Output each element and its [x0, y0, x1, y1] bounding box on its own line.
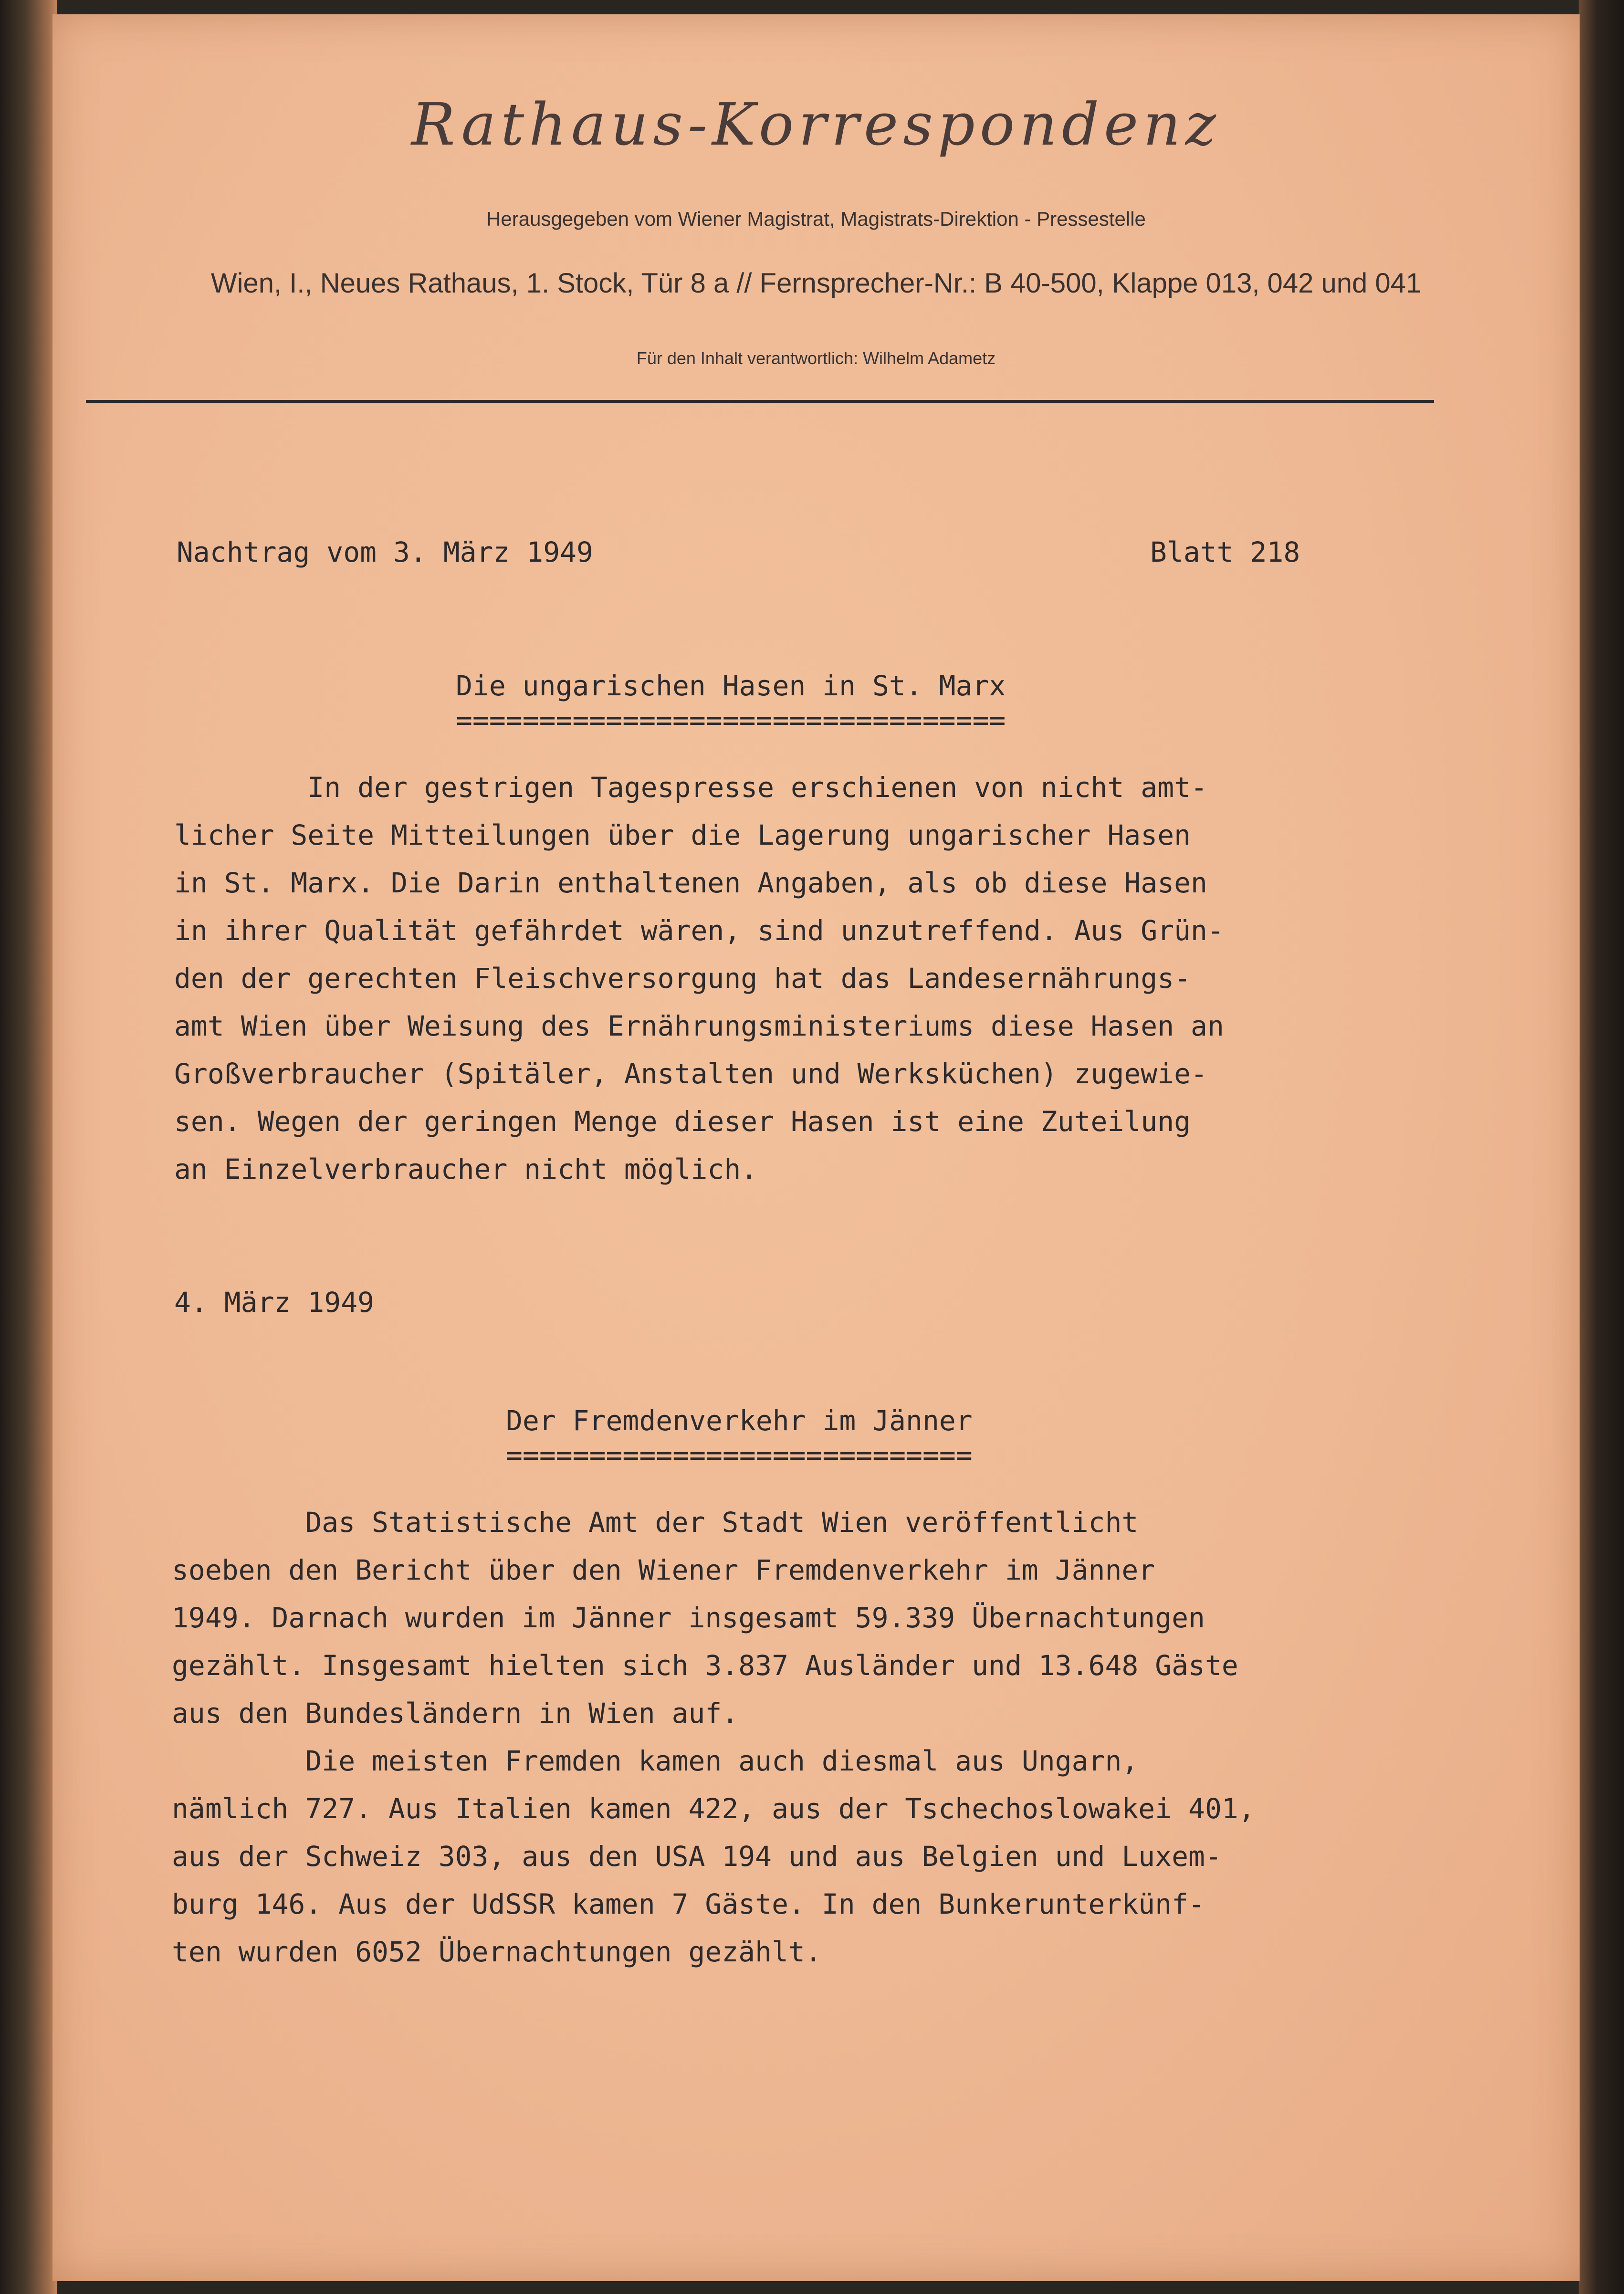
masthead-divider — [86, 400, 1434, 403]
article-1-body: In der gestrigen Tagespresse erschienen von nicht amt- licher Seite Mitteilungen über die Lagerung ungarischer Hasen in St. Marx. Die Darin enthaltenen Angaben, als ob diese Hasen in ihrer Qualität gefährdet wären, sind unzutreffend. Aus Grün- den der gerechten Fleischversorgung hat das Landesernährungs- amt Wien über Weisung des Ernährungsministeriums diese Hasen an Großverbraucher (Spitäler, Anstalten und Werksküchen) zugewie- sen. Wegen der geringen Menge dieser Hasen ist eine Zuteilung an Einzelverbraucher nicht möglich. — [174, 771, 1224, 1185]
article-2-paragraph-1: Das Statistische Amt der Stadt Wien veröffentlicht soeben den Bericht über den Wiener Fremdenverkehr im Jänner 1949. Darnach wurden im Jänner insgesamt 59.339 Übernachtungen gezählt. Insgesamt hielten sich 3.837 Ausländer und 13.648 Gäste aus den Bundesländern in Wien auf. — [172, 1506, 1238, 1729]
article-1-underline: ================================= — [456, 704, 1006, 736]
masthead-title: Rathaus-Korrespondenz — [411, 91, 1221, 158]
book-binding — [0, 0, 57, 2294]
article-1-heading: Die ungarischen Hasen in St. Marx — [456, 670, 1006, 702]
article-2-paragraph-2: Die meisten Fremden kamen auch diesmal aus Ungarn, nämlich 727. Aus Italien kamen 422, aus der Tschechoslowakei 401, aus der Schweiz 303, aus den USA 194 und aus Belgien und Luxem- burg 146. Aus der UdSSR kamen 7 Gäste. In den Bunkerunterkünf- ten wurden 6052 Übernachtungen gezählt. — [172, 1745, 1255, 1968]
issue-dateline: Nachtrag vom 3. März 1949 — [177, 536, 593, 568]
book-page-edge — [1579, 0, 1624, 2294]
article-2-heading: Der Fremdenverkehr im Jänner — [506, 1404, 973, 1437]
masthead-address: Wien, I., Neues Rathaus, 1. Stock, Tür 8 a // Fernsprecher-Nr.: B 40-500, Klappe 013, 042 und 041 — [210, 268, 1422, 299]
document-page — [52, 14, 1580, 2281]
section-date: 4. März 1949 — [174, 1286, 375, 1319]
masthead-publisher: Herausgegeben vom Wiener Magistrat, Magistrats-Direktion - Pressestelle — [486, 208, 1146, 230]
article-2-underline: ============================ — [506, 1439, 973, 1471]
sheet-number: Blatt 218 — [1150, 536, 1300, 568]
masthead-responsible: Für den Inhalt verantwortlich: Wilhelm Adametz — [636, 348, 996, 368]
